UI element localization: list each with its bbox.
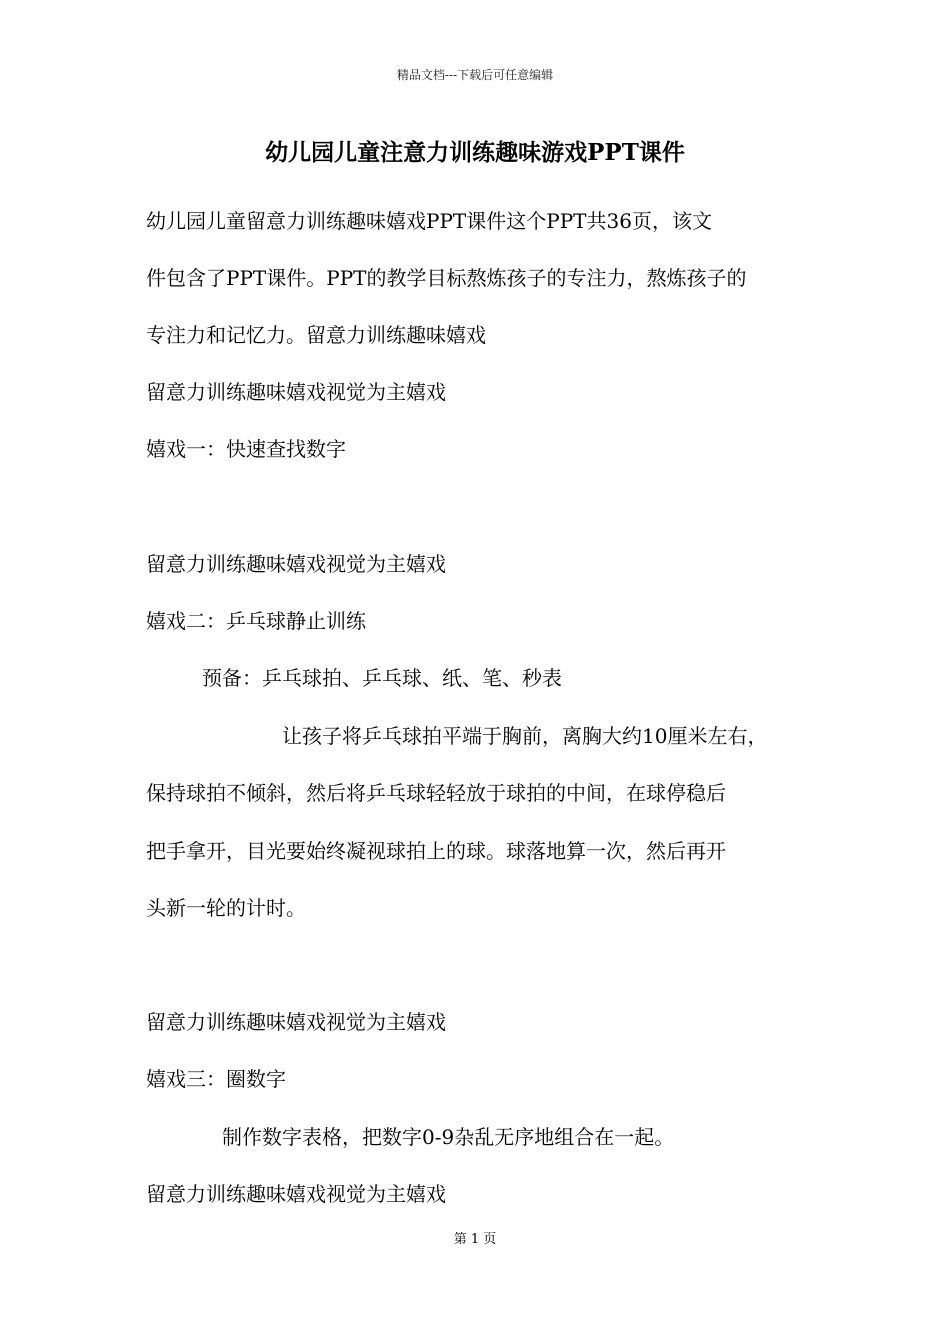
section-heading: 留意力训练趣味嬉戏视觉为主嬉戏: [146, 380, 446, 404]
section-heading: 留意力训练趣味嬉戏视觉为主嬉戏: [146, 552, 446, 576]
section-heading: 留意力训练趣味嬉戏视觉为主嬉戏: [146, 1182, 446, 1206]
game-heading: 嬉戏一：快速查找数字: [146, 437, 346, 461]
body-paragraph-line: 专注力和记忆力。留意力训练趣味嬉戏: [146, 323, 486, 347]
body-paragraph-line: 件包含了PPT课件。PPT的教学目标熬炼孩子的专注力，熬炼孩子的: [146, 266, 747, 290]
game-heading: 嬉戏二：乒乓球静止训练: [146, 609, 366, 633]
instruction-line: 保持球拍不倾斜，然后将乒乓球轻轻放于球拍的中间，在球停稳后: [146, 781, 726, 805]
instruction-line: 让孩子将乒乓球拍平端于胸前，离胸大约10厘米左右，: [282, 724, 768, 748]
body-paragraph-line: 幼儿园儿童留意力训练趣味嬉戏PPT课件这个PPT共36页，该文: [146, 209, 712, 233]
document-title: 幼儿园儿童注意力训练趣味游戏PPT课件: [265, 139, 685, 166]
instruction-line: 把手拿开，目光要始终凝视球拍上的球。球落地算一次，然后再开: [146, 839, 726, 863]
materials-line: 预备：乒乓球拍、乒乓球、纸、笔、秒表: [202, 666, 562, 690]
section-heading: 留意力训练趣味嬉戏视觉为主嬉戏: [146, 1010, 446, 1034]
header-note: 精品文档---下载后可任意编辑: [396, 68, 554, 82]
instruction-line: 头新一轮的计时。: [146, 896, 306, 920]
instruction-line: 制作数字表格，把数字0-9杂乱无序地组合在一起。: [222, 1125, 675, 1149]
game-heading: 嬉戏三：圈数字: [146, 1067, 286, 1091]
page-number: 第 1 页: [453, 1232, 497, 1247]
